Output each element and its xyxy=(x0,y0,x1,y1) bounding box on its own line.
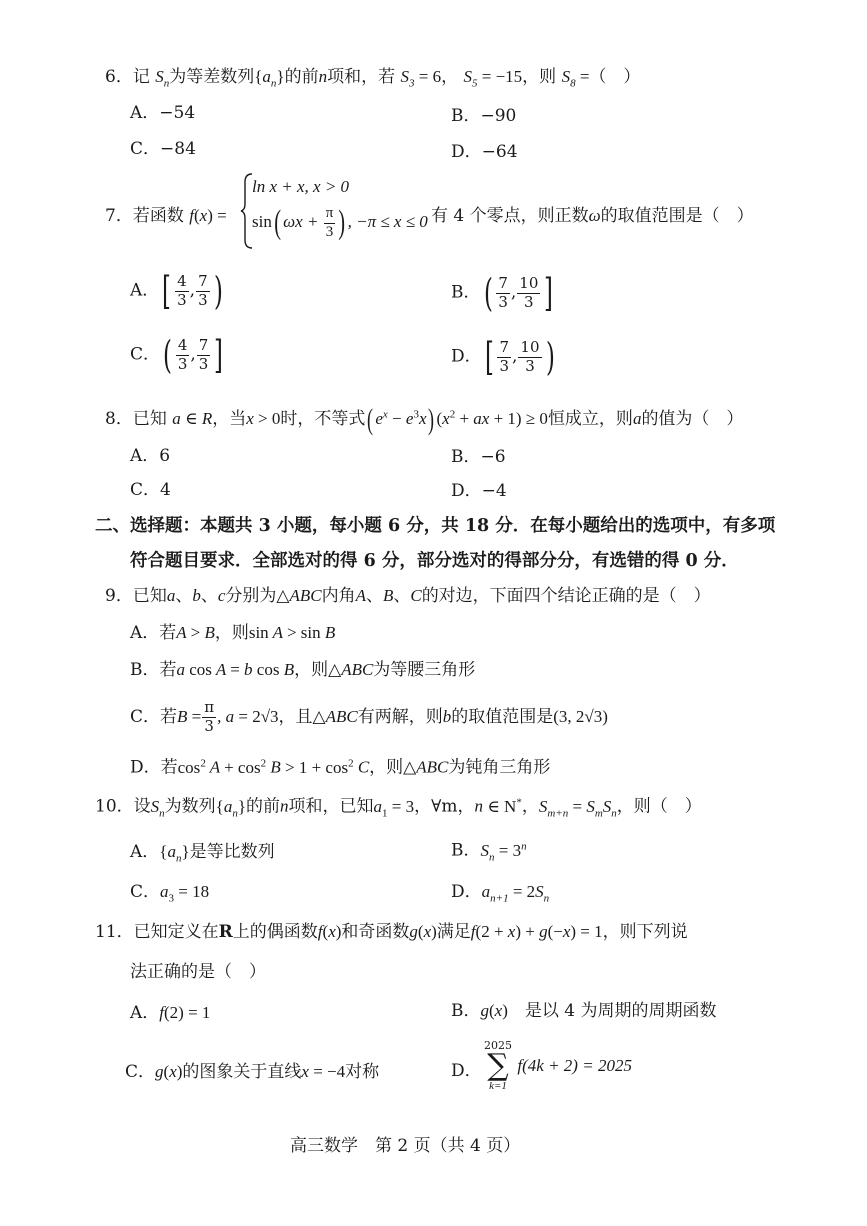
question-8-stem: 8．已知 a ∈ R，当x > 0时，不等式( $e^x - e^3x$) ($x^2$ + ax + 1) ≥ 0恒成立，则a的值为（ ） xyxy=(105,403,744,436)
q6-option-d: D．−64 xyxy=(451,142,518,162)
q7-option-d: D．[ $\frac{7}{3}$ , $\frac{10}{3}$ ) xyxy=(451,335,555,379)
q6-option-c: C．−84 xyxy=(130,139,196,159)
q11-option-c: C．g(x)的图象关于直线x = −4对称 xyxy=(125,1062,380,1082)
question-9-stem: 9．已知a、b、c分别为△ABC内角A、B、C的对边，下面四个结论正确的是（ ） xyxy=(105,586,711,606)
q8-option-a: A．6 xyxy=(130,446,171,466)
q8-option-c: C．4 xyxy=(130,480,171,500)
section-2-instructions-line-2: 符合题目要求．全部选对的得 6 分，部分选对的得部分分，有选错的得 0 分． xyxy=(130,551,739,571)
sigma-symbol: 2025 ∑ k=1 xyxy=(484,1039,512,1092)
question-7-stem-right: 有 4 个零点，则正数ω的取值范围是（ ） xyxy=(431,206,754,226)
piecewise-case-1: ln x + x, x > 0 xyxy=(252,177,350,196)
question-6-stem: 6．记 $S_n$为等差数列$\{a_n\}$的前n项和，若 $S_3 = 6$， $S_5 = -15$，则 $S_8$ =（ ） xyxy=(105,67,641,90)
question-7-stem-left: 7．若函数 f(x) = xyxy=(105,206,227,226)
page-footer: 高三数学 第 2 页（共 4 页） xyxy=(290,1136,521,1156)
q10-option-a: A．$\{a_n\}$是等比数列 xyxy=(130,842,275,865)
piecewise-case-2: sin( ωx + $\frac{\pi}{3}$ ) , −π ≤ x ≤ 0 xyxy=(252,204,428,242)
q10-option-d: D．$a_{n+1} = 2S_n$ xyxy=(451,882,550,905)
q7-option-c: C．( $\frac{4}{3}$ , $\frac{7}{3}$ ] xyxy=(130,333,224,377)
q9-option-d: D．若$\cos^2 A + \cos^2 B > 1 + \cos^2 C$，则△ABC为钝角三角形 xyxy=(130,757,551,778)
q10-option-b: B．$S_n = 3^n$ xyxy=(451,840,527,864)
section-2-instructions-line-1: 二、选择题：本题共 3 小题，每小题 6 分，共 18 分．在每小题给出的选项中，有多项 xyxy=(95,516,776,536)
question-11-stem-line-1: 11．已知定义在R上的偶函数f(x)和奇函数g(x)满足f(2 + x) + g(−x) = 1，则下列说 xyxy=(95,922,688,942)
q8-option-b: B．−6 xyxy=(451,447,506,467)
q9-option-b: B．若a cos A = b cos B，则△ABC为等腰三角形 xyxy=(130,660,476,680)
q11-option-d-summation: 2025 ∑ k=1 f(4k + 2) = 2025 xyxy=(484,1039,632,1092)
q9-option-c: C．若B = $\frac{\pi}{3}$ , a = 2√3，且△ABC有两解，则b的取值范围是(3, 2√3) xyxy=(130,698,608,735)
q7-option-a: A．[ $\frac{4}{3}$ , $\frac{7}{3}$ ) xyxy=(130,269,223,313)
question-10-stem: 10．设$S_n$为数列$\{a_n\}$的前n项和，已知$a_1 = 3$，∀m，n ∈ N*，$S_{m+n} = S_mS_n$，则（ ） xyxy=(95,796,702,820)
q6-option-a: A．−54 xyxy=(130,103,196,123)
q11-option-b: B．g(x) 是以 4 为周期的周期函数 xyxy=(451,1001,717,1021)
q8-option-d: D．−4 xyxy=(451,481,507,501)
q6-option-b: B．−90 xyxy=(451,106,517,126)
q11-option-a: A．f(2) = 1 xyxy=(130,1003,211,1023)
q7-option-b: B．( $\frac{7}{3}$ , $\frac{10}{3}$ ] xyxy=(451,271,554,315)
q10-option-c: C．$a_3 = 18$ xyxy=(130,882,210,905)
question-11-stem-line-2: 法正确的是（ ） xyxy=(130,962,266,982)
q11-option-d-label: D． xyxy=(451,1061,482,1081)
q9-option-a: A．若A > B，则sin A > sin B xyxy=(130,623,336,643)
